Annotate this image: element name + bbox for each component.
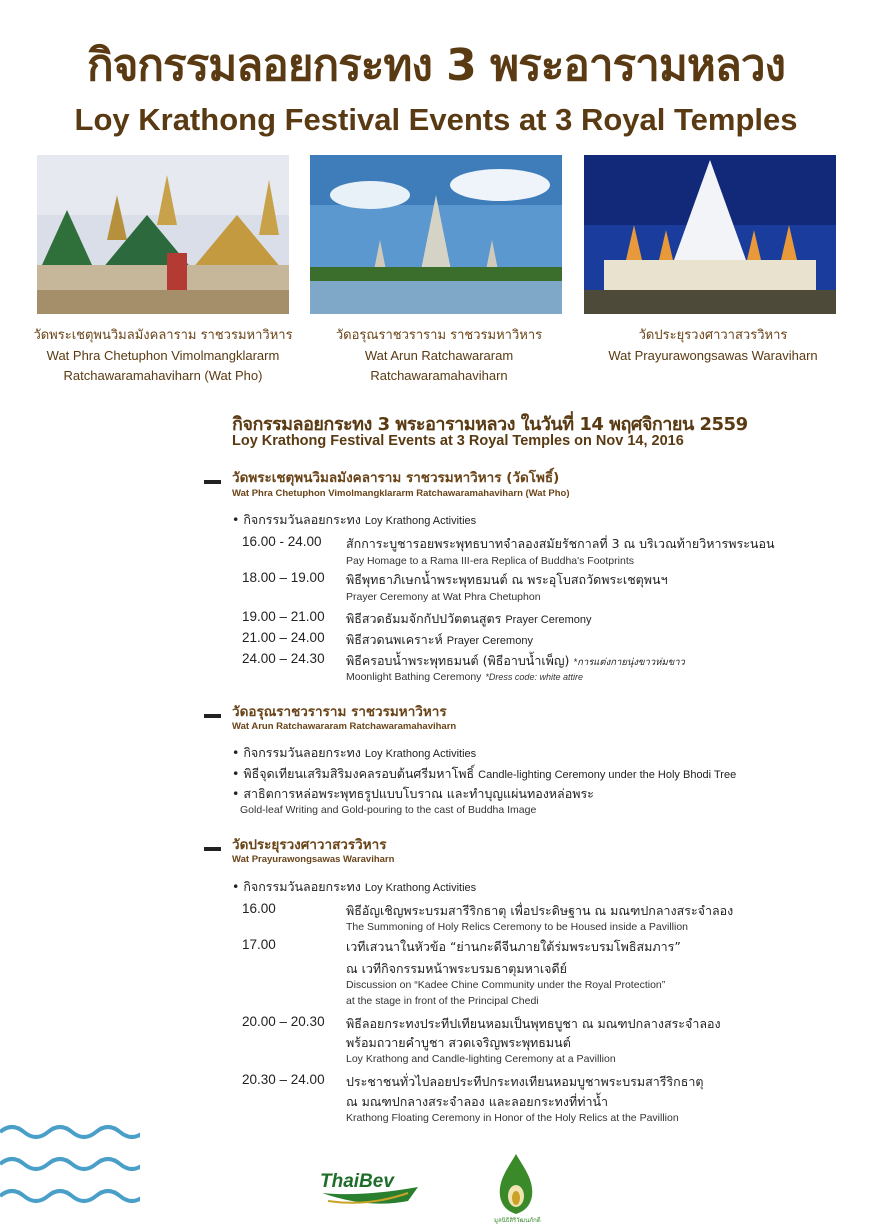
bullet-english: Loy Krathong Activities — [364, 515, 477, 527]
caption-english-line1: Wat Prayurawongsawas Waraviharn — [608, 348, 818, 363]
activity-thai: พิธีสวดธัมมจักกัปปวัตตนสูตร — [346, 611, 502, 626]
bullet-thai: • กิจกรรมวันลอยกระทง — [232, 879, 361, 894]
wat-arun-photo — [310, 155, 562, 314]
bullet-thai: • กิจกรรมวันลอยกระทง — [232, 512, 361, 527]
schedule-time: 20.00 – 20.30 — [242, 1014, 325, 1029]
schedule-activity-english: Discussion on “Kadee Chine Community under the Royal Protection” — [346, 979, 666, 991]
schedule-activity-thai: ประชาชนทั่วไปลอยประทีปกระทงเทียนหอมบูชาพระบรมสารีริกธาตุ — [346, 1074, 704, 1089]
foundation-logo — [494, 1152, 554, 1224]
schedule-time: 16.00 - 24.00 — [242, 534, 322, 549]
caption-thai: วัดประยุรวงศาวาสวรวิหาร — [638, 328, 788, 343]
activity-bullet — [232, 510, 476, 530]
section-marker — [204, 480, 221, 484]
caption-english-line1: Wat Phra Chetuphon Vimolmangklararm — [46, 348, 280, 363]
bullet-english: Gold-leaf Writing and Gold-pouring to the cast of Buddha Image — [240, 804, 537, 816]
schedule-activity — [346, 609, 592, 629]
bullet-english: Candle-lighting Ceremony under the Holy Bhodi Tree — [478, 769, 737, 781]
temple-name-thai: วัดพระเชตุพนวิมลมังคลาราม ราชวรมหาวิหาร (วัดโพธิ์) — [232, 470, 560, 486]
bullet-thai: • สาธิตการหล่อพระพุทธรูปแบบโบราณ และทำบุญแผ่นทองหล่อพระ — [232, 786, 594, 801]
temple-name-thai: วัดประยุรวงศาวาสวรวิหาร — [232, 837, 387, 853]
schedule-activity-thai: พิธีอัญเชิญพระบรมสารีริกธาตุ เพื่อประดิษฐาน ณ มณฑปกลางสระจำลอง — [346, 903, 734, 918]
schedule-activity-thai: เวทีเสวนาในหัวข้อ “ย่านกะดีจีนภายใต้ร่มพระบรมโพธิสมภาร” — [346, 939, 681, 954]
caption-english-line1: Wat Arun Ratchawararam — [364, 348, 514, 363]
schedule-title-thai: กิจกรรมลอยกระทง 3 พระอารามหลวง ในวันที่ 14 พฤศจิกายน 2559 — [232, 414, 748, 435]
photo-caption-wat-prayurawong — [568, 326, 858, 366]
dress-note-thai: *การแต่งกายนุ่งขาวห่มขาว — [573, 657, 685, 668]
photo-caption-wat-arun — [294, 326, 584, 386]
schedule-activity-thai: พิธีลอยกระทงประทีปเทียนหอมเป็นพุทธบูชา ณ มณฑปกลางสระจำลอง — [346, 1016, 721, 1031]
schedule-activity-thai-line2: พร้อมถวายคำบูชา สวดเจริญพระพุทธมนต์ — [346, 1035, 571, 1050]
schedule-activity-english: Pay Homage to a Rama III-era Replica of Buddha's Footprints — [346, 555, 634, 567]
schedule-activity-thai-line2: ณ เวทีกิจกรรมหน้าพระบรมธาตุมหาเจดีย์ — [346, 961, 567, 976]
foundation-logo-text: มูลนิธิสิริวัฒนภักดี — [494, 1217, 541, 1224]
activity-thai: พิธีสวดนพเคราะห์ — [346, 632, 443, 647]
schedule-time: 18.00 – 19.00 — [242, 570, 325, 585]
schedule-activity-thai-line2: ณ มณฑปกลางสระจำลอง และลอยกระทงที่ท่าน้ำ — [346, 1094, 609, 1109]
thaibev-logo-text: ThaiBev — [320, 1171, 394, 1192]
temple-name-english: Wat Phra Chetuphon Vimolmangklararm Ratchawaramahaviharn (Wat Pho) — [232, 488, 570, 499]
activity-thai: พิธีครอบน้ำพระพุทธมนต์ (พิธีอาบน้ำเพ็ญ) — [346, 653, 570, 668]
caption-thai: วัดพระเชตุพนวิมลมังคลาราม ราชวรมหาวิหาร — [33, 328, 293, 343]
page-title-thai: กิจกรรมลอยกระทง 3 พระอารามหลวง — [86, 40, 786, 91]
schedule-time: 20.30 – 24.00 — [242, 1072, 325, 1087]
page-title-english: Loy Krathong Festival Events at 3 Royal Temples — [74, 102, 798, 137]
bullet-english: Loy Krathong Activities — [364, 748, 477, 760]
bullet-thai: • พิธีจุดเทียนเสริมสิริมงคลรอบต้นศรีมหาโพธิ์ — [232, 766, 475, 781]
schedule-title-english: Loy Krathong Festival Events at 3 Royal Temples on Nov 14, 2016 — [232, 433, 684, 449]
caption-english-line2: Ratchawaramahaviharn — [370, 368, 508, 383]
temple-name-thai: วัดอรุณราชวราราม ราชวรมหาวิหาร — [232, 704, 447, 720]
schedule-time: 24.00 – 24.30 — [242, 651, 325, 666]
decorative-waves — [0, 1120, 140, 1230]
schedule-time: 16.00 — [242, 901, 276, 916]
activity-english: Prayer Ceremony — [505, 614, 592, 626]
schedule-time: 19.00 – 21.00 — [242, 609, 325, 624]
schedule-activity-thai: พิธีพุทธาภิเษกน้ำพระพุทธมนต์ ณ พระอุโบสถวัดพระเชตุพนฯ — [346, 572, 668, 587]
temple-name-english: Wat Prayurawongsawas Waraviharn — [232, 854, 395, 865]
thaibev-logo — [318, 1165, 428, 1215]
caption-thai: วัดอรุณราชวราราม ราชวรมหาวิหาร — [335, 328, 543, 343]
schedule-time: 17.00 — [242, 937, 276, 952]
schedule-activity-english — [346, 671, 583, 683]
photo-caption-wat-pho — [18, 326, 308, 386]
wat-prayurawong-photo — [584, 155, 836, 314]
bullet-thai: • กิจกรรมวันลอยกระทง — [232, 745, 361, 760]
schedule-activity-english-line2: at the stage in front of the Principal Chedi — [346, 995, 539, 1007]
section-marker — [204, 714, 221, 718]
schedule-activity-english: The Summoning of Holy Relics Ceremony to be Housed inside a Pavillion — [346, 921, 688, 933]
activity-english: Prayer Ceremony — [446, 635, 533, 647]
activity-bullet — [232, 877, 476, 897]
schedule-activity-english: Loy Krathong and Candle-lighting Ceremony at a Pavillion — [346, 1053, 616, 1065]
activity-english: Moonlight Bathing Ceremony — [346, 671, 482, 683]
schedule-time: 21.00 – 24.00 — [242, 630, 325, 645]
bullet-english: Loy Krathong Activities — [364, 882, 477, 894]
activity-bullet — [232, 743, 476, 763]
caption-english-line2: Ratchawaramahaviharn (Wat Pho) — [63, 368, 263, 383]
schedule-activity — [346, 630, 533, 650]
activity-bullet — [232, 784, 594, 804]
schedule-activity — [346, 651, 685, 671]
activity-bullet — [232, 764, 736, 784]
schedule-activity-english: Krathong Floating Ceremony in Honor of the Holy Relics at the Pavillion — [346, 1112, 679, 1124]
schedule-activity-thai: สักการะบูชารอยพระพุทธบาทจำลองสมัยรัชกาลที่ 3 ณ บริเวณท้ายวิหารพระนอน — [346, 536, 775, 551]
temple-name-english: Wat Arun Ratchawararam Ratchawaramahaviharn — [232, 721, 457, 732]
wat-pho-photo — [37, 155, 289, 314]
section-marker — [204, 847, 221, 851]
schedule-activity-english: Prayer Ceremony at Wat Phra Chetuphon — [346, 591, 541, 603]
dress-note-english: *Dress code: white attire — [485, 672, 583, 682]
